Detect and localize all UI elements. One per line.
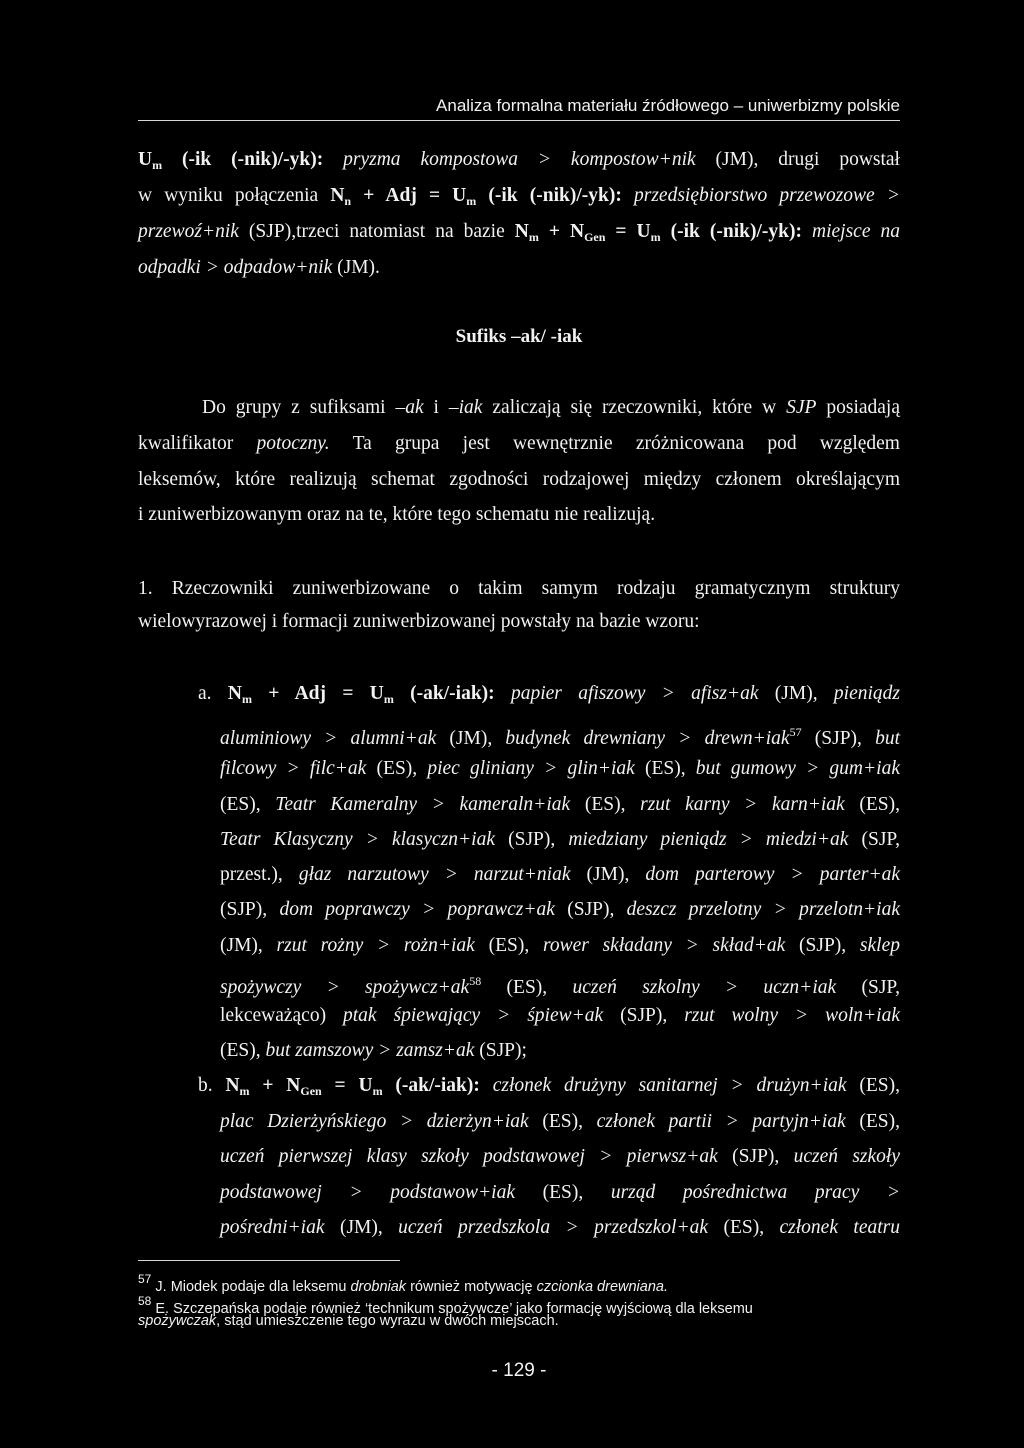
body-line: (JM), rzut rożny > rożn+iak (ES), rower składany > skład+ak (SJP), sklep	[220, 935, 900, 956]
body-line: przest.), głaz narzutowy > narzut+niak (JM), dom parterowy > parter+ak	[220, 864, 901, 885]
body-line: (ES), but zamszowy > zamsz+ak (SJP);	[220, 1040, 527, 1061]
body-line: pośredni+iak (JM), uczeń przedszkola > przedszkol+ak (ES), członek teatru	[220, 1217, 900, 1238]
body-line: przewoź+nik (SJP),trzeci natomiast na bazie $N_m + N_{Gen} = U_m$ (-ik (-nik)/-yk): miejsce na	[138, 221, 900, 244]
body-line: lekceważąco) ptak śpiewający > śpiew+ak (SJP), rzut wolny > woln+iak	[220, 1005, 900, 1026]
body-line: spożywczy > $spożywcz+ak^{58}$ (ES), uczeń szkolny > uczn+iak (SJP,	[220, 974, 900, 998]
page-number: - 129 -	[491, 1360, 547, 1381]
body-line: (SJP), dom poprawczy > poprawcz+ak (SJP), deszcz przelotny > przelotn+iak	[220, 899, 900, 920]
body-line: i zuniwerbizowanym oraz na te, które tego schematu nie realizują.	[138, 504, 656, 525]
running-head: Analiza formalna materiału źródłowego – uniwerbizmy polskie	[436, 96, 900, 115]
body-line: w wyniku połączenia $N_n$ + Adj = $U_m$ (-ik (-nik)/-yk): przedsiębiorstwo przewozowe >	[138, 185, 900, 208]
body-line: (ES), Teatr Kameralny > kameraln+iak (ES), rzut karny > karn+iak (ES),	[220, 794, 900, 815]
body-line: a. $N_m$ + Adj = $U_m$ (-ak/-iak): papier afiszowy > afisz+ak (JM), pieniądz	[198, 683, 900, 706]
footnote: spożywczak, stąd umieszczenie tego wyrazu w dwóch miejscach.	[138, 1313, 559, 1329]
body-line: filcowy > filc+ak (ES), piec gliniany > glin+iak (ES), but gumowy > gum+iak	[220, 758, 900, 779]
body-line: Do grupy z sufiksami –ak i –iak zaliczają się rzeczowniki, które w SJP posiadają	[202, 397, 901, 418]
body-line: uczeń pierwszej klasy szkoły podstawowej > pierwsz+ak (SJP), uczeń szkoły	[220, 1146, 900, 1167]
section-heading: Sufiks –ak/ -iak	[455, 326, 583, 347]
body-line: leksemów, które realizują schemat zgodności rodzajowej między członem określającym	[138, 469, 900, 490]
body-line: Teatr Klasyczny > klasyczn+iak (SJP), miedziany pieniądz > miedzi+ak (SJP,	[220, 829, 900, 850]
body-line: plac Dzierżyńskiego > dzierżyn+iak (ES), członek partii > partyjn+iak (ES),	[220, 1111, 900, 1132]
body-line: kwalifikator potoczny. Ta grupa jest wewnętrznie zróżnicowana pod względem	[138, 433, 900, 454]
body-line: b. $N_m + N_{Gen} = U_m$ (-ak/-iak): członek drużyny sanitarnej > drużyn+iak (ES),	[198, 1075, 900, 1098]
header-rule	[138, 120, 900, 121]
footnote-rule	[138, 1260, 400, 1261]
body-line: 1. Rzeczowniki zuniwerbizowane o takim samym rodzaju gramatycznym struktury	[138, 578, 900, 599]
body-line: odpadki > odpadow+nik (JM).	[138, 257, 380, 278]
body-line: wielowyrazowej i formacji zuniwerbizowanej powstały na bazie wzoru:	[138, 611, 700, 632]
body-line: podstawowej > podstawow+iak (ES), urząd pośrednictwa pracy >	[220, 1182, 900, 1203]
footnote: $^{58}$ E. Szczepańska podaje również ‘technikum spożywcze’ jako formację wyjściową dla leksemu	[138, 1294, 753, 1317]
body-line: aluminiowy > alumni+ak (JM), budynek drewniany > drewn+iak$^{57}$ (SJP), but	[220, 725, 900, 749]
footnote: $^{57}$ J. Miodek podaje dla leksemu drobniak również motywację czcionka drewniana.	[138, 1272, 668, 1295]
body-line: $U_m$ (-ik (-nik)/-yk): pryzma kompostowa > kompostow+nik (JM), drugi powstał	[138, 149, 900, 172]
